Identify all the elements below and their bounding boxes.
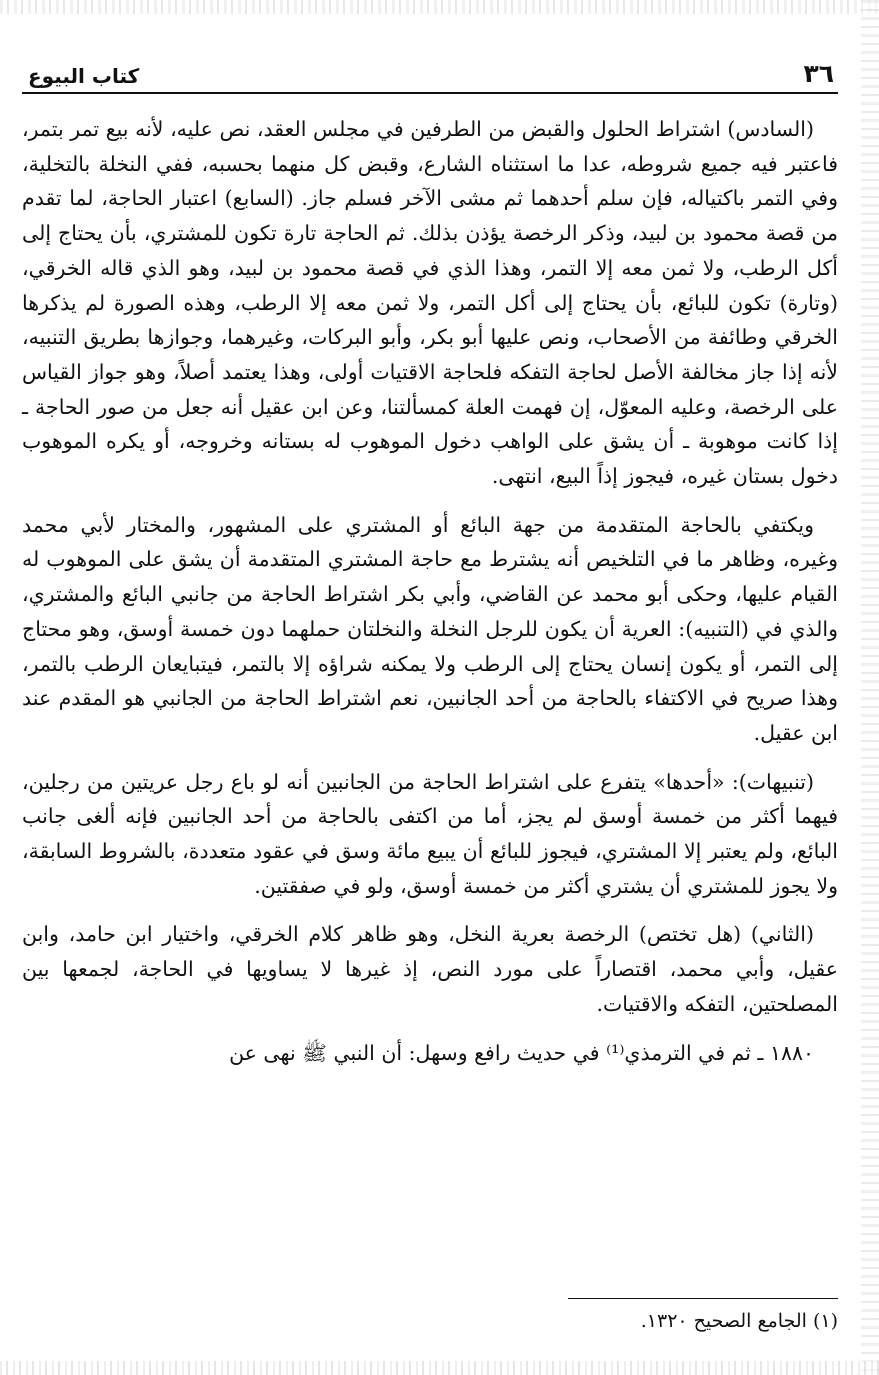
- footnote-rule: [568, 1298, 838, 1299]
- footnote: (١) الجامع الصحيح ١٣٢٠.: [640, 1310, 838, 1332]
- header-rule: [22, 92, 838, 94]
- chapter-title: كتاب البيوع: [28, 64, 140, 88]
- book-page: [22, 0, 838, 1375]
- paragraph-sixth-condition: (السادس) اشتراط الحلول والقبض من الطرفين في مجلس العقد، نص عليه، لأنه بيع تمر بتمر، فاعتبر فيه جميع شروطه، عدا ما استثناه الشارع، وقبض كل منهما بحسبه، ففي النخلة بالتخلية، وفي التمر باكتياله، فإن سلم أحدهما ثم مشى الآخر فسلم جاز. (السابع) اعتبار الحاجة، لما تقدم من قصة محمود بن لبيد، وذكر الرخصة يؤذن بذلك. ثم الحاجة تارة تكون للمشتري، بأن يحتاج إلى أكل الرطب، ولا ثمن معه إلا التمر، وهذا الذي في قصة محمود بن لبيد، وهو الذي قاله الخرقي، (وتارة) تكون للبائع، بأن يحتاج إلى أكل التمر، ولا ثمن معه إلا الرطب، وهذه الصورة لم يذكرها الخرقي وطائفة من الأصحاب، ونص عليها أبو بكر، وأبو البركات، وغيرهما، وجوازها بطريق التنبيه، لأنه إذا جاز مخالفة الأصل لحاجة التفكه فلحاجة الاقتيات أولى، وهذا يعتمد أصلاً، وهو جواز القياس على الرخصة، وعليه المعوّل، إن فهمت العلة كمسألتنا، وعن ابن عقيل أنه جعل من صور الحاجة ـ إذا كانت موهوبة ـ أن يشق على الواهب دخول الموهوب له بستانه وخروجه، أو يكره الموهوب دخول بستان غيره، فيجوز إذاً البيع، انتهى.: [22, 117, 838, 489]
- running-header: [22, 44, 838, 88]
- paragraph-notes-second: (الثاني) (هل تختص) الرخصة بعرية النخل، وهو ظاهر كلام الخرقي، واختيار ابن حامد، وابن عقيل، وأبي محمد، اقتصاراً على مورد النص، إذ غيرها لا يساويها في الحاجة، لجمعها بين المصلحتين، التفكه والاقتيات.: [22, 922, 838, 1016]
- paragraph-notes-first: (تنبيهات): «أحدها» يتفرع على اشتراط الحاجة من الجانبين أنه لو باع رجل عريتين من رجلين، فيهما أكثر من خمسة أوسق لم يجز، أما من اكتفى بالحاجة من أحد الجانبين فإنه ألغى جانب البائع، ولم يعتبر إلا المشتري، فيجوز للبائع أن يبيع مائة وسق في عقود متعددة، بالشروط السابقة، ولا يجوز للمشتري أن يشتري أكثر من خمسة أوسق، ولو في صفقتين.: [22, 769, 838, 898]
- main-text: [22, 112, 838, 1070]
- scan-noise-right: [861, 0, 879, 1375]
- page-number: ٣٦: [803, 59, 834, 88]
- paragraph-need-sufficiency: ويكتفي بالحاجة المتقدمة من جهة البائع أو المشتري على المشهور، والمختار لأبي محمد وغيره، وظاهر ما في التلخيص أنه يشترط مع حاجة المشتري المتقدمة أن يشق على الموهوب له القيام عليها، وحكى أبو محمد عن القاضي، وأبي بكر اشتراط الحاجة من جانبي البائع والمشتري، والذي في (التنبيه): العرية أن يكون للرجل النخلة والنخلتان حملهما دون خمسة أوسق، وهو محتاج إلى التمر، أو يكون إنسان يحتاج إلى الرطب ولا يمكنه شراؤه إلا بالتمر، فيتبايعان الرطب بالتمر، وهذا صريح في الاكتفاء بالحاجة من أحد الجانبين، نعم اشتراط الحاجة من الجانبي هو المقدم عند ابن عقيل.: [22, 512, 838, 745]
- paragraph-hadith-1880: ١٨٨٠ ـ ثم في الترمذي⁽¹⁾ في حديث رافع وسهل: أن النبي ﷺ نهى عن: [229, 1040, 814, 1065]
